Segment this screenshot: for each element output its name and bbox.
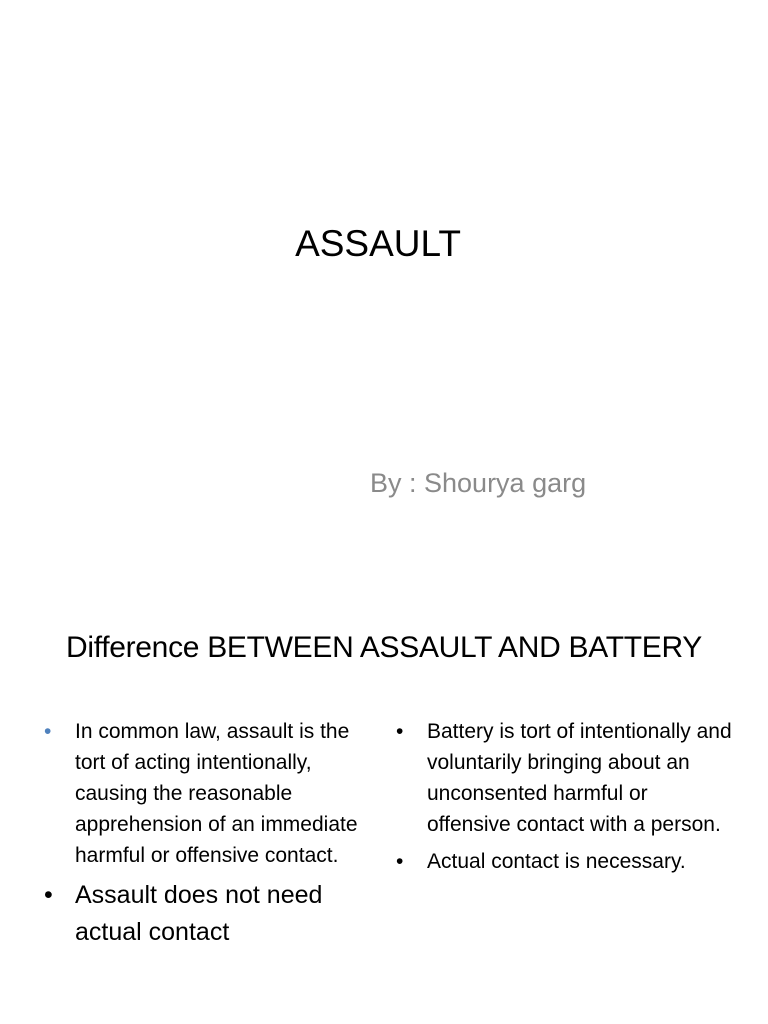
list-item <box>44 877 374 951</box>
battery-column <box>396 716 736 877</box>
slide-subtitle: By : Shourya garg <box>370 468 587 498</box>
list-item <box>396 716 736 840</box>
bullet-text: Battery is tort of intentionally and voluntarily bringing about an unconsented harmful or offensive contact with a person. <box>427 720 732 836</box>
bullet-text: Actual contact is necessary. <box>427 850 686 873</box>
slide-title: ASSAULT <box>295 223 461 264</box>
bullet-icon: • <box>396 720 404 743</box>
comparison-slide <box>0 576 768 1024</box>
list-item <box>396 846 736 877</box>
comparison-title: Difference BETWEEN ASSAULT AND BATTERY <box>65 631 703 664</box>
bullet-icon: • <box>396 850 404 873</box>
bullet-text: In common law, assault is the tort of acting intentionally, causing the reasonable apprehension of an immediate harmful or offensive contact. <box>75 720 358 867</box>
list-item <box>44 716 374 871</box>
bullet-text: Assault does not need actual contact <box>75 881 323 946</box>
assault-column <box>44 716 374 951</box>
bullet-icon: • <box>44 881 53 909</box>
bullet-icon: • <box>44 720 52 743</box>
